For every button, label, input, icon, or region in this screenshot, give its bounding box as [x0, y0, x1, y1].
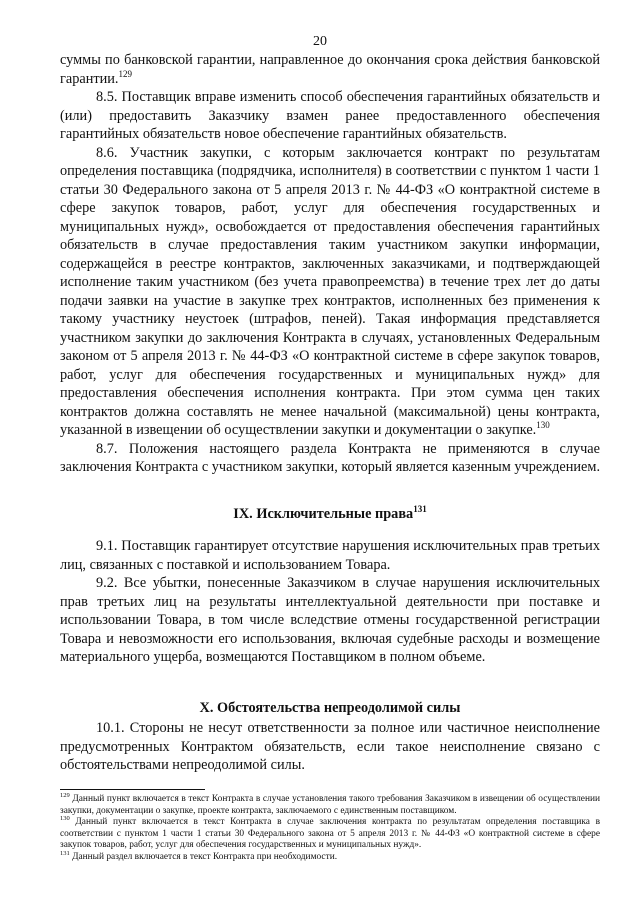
footnote-ref-129: 129 [118, 68, 132, 79]
footnote-number: 129 [60, 791, 70, 799]
footnote-text: Данный пункт включается в текст Контракта в случае заключения контракта по результатам определения поставщика в соответствии с пунктом 1 части 1 статьи 30 Федерального закона от 5 апреля 2013 г. № 44-ФЗ «О контрактной системе в сфере закупок товаров, работ, услуг для обеспечения государственных и муниципальных нужд». [60, 817, 600, 851]
paragraph-8-7: 8.7. Положения настоящего раздела Контракта не применяются в случае заключения Контракта с участником закупки, который является казенным учреждением. [60, 440, 601, 475]
paragraph-10-1: 10.1. Стороны не несут ответственности за полное или частичное неисполнение предусмотренных Контрактом обязательств, если такое неисполнение связано с обстоятельствами непреодолимой силы. [60, 720, 600, 773]
footnote-separator [60, 789, 205, 790]
footnote-number: 131 [60, 849, 70, 857]
paragraph-9-1: 9.1. Поставщик гарантирует отсутствие нарушения исключительных прав третьих лиц, связанных с поставкой и использованием Товара. [60, 538, 600, 573]
footnote-130 [60, 817, 600, 852]
footnote-number: 130 [60, 815, 70, 823]
footnote-text: Данный раздел включается в текст Контракта при необходимости. [72, 851, 338, 862]
paragraph-text: суммы по банковской гарантии, направленное до окончания срока действия банковской гарантии. [60, 52, 600, 87]
footnote-ref-131: 131 [413, 503, 427, 514]
paragraph-9-2: 9.2. Все убытки, понесенные Заказчиком в случае нарушения исключительных прав третьих лиц на результаты интеллектуальной деятельности при поставке и использовании Товара, в том числе вследствие отмены государственной регистрации Товара и невозможности его использования, включая судебные расходы и возмещение материального ущерба, возмещаются Поставщиком в полном объеме. [60, 575, 600, 665]
page-number: 20 [313, 34, 327, 49]
section-heading-x: X. Обстоятельства непреодолимой силы [199, 699, 461, 716]
paragraph-continuation [60, 51, 600, 88]
footnote-ref-130: 130 [536, 420, 550, 431]
paragraph-text: 8.6. Участник закупки, с которым заключается контракт по результатам определения поставщика (подрядчика, исполнителя) в соответствии с пунктом 1 части 1 статьи 30 Федерального закона от 5 апреля 2013 г. № 44-ФЗ «О контрактной системе в сфере закупок товаров, работ, услуг для обеспечения государственных и муниципальных нужд», освобождается от предоставления обеспечения гарантийных обязательств в случае предоставления таким участником закупки информации, содержащейся в реестре контрактов, заключенных заказчиками, и подтверждающей исполнение таким участником (без учета правопреемства) в течение трех лет до даты подачи заявки на участие в закупке трех контрактов, исполненных без применения к такому участнику неустоек (штрафов, пеней). Такая информация представляется участником закупки до заключения Контракта в случаях, установленных Федеральным законом от 5 апреля 2013 г. № 44-ФЗ «О контрактной системе в сфере закупок товаров, работ, услуг для обеспечения государственных и муниципальных нужд» для предоставления обеспечения исполнения контракта. При этом сумма цен таких контрактов должна составлять не менее начальной (максимальной) цены контракта, указанной в извещении об осуществлении закупки и документации о закупке. [60, 144, 600, 438]
document-body [60, 51, 600, 775]
footnote-text: Данный пункт включается в текст Контракта в случае установления такого требования Заказчиком в извещении об осуществлении закупки, документации о закупке, проекте контракта, заключаемого с единственным поставщиком. [60, 794, 601, 816]
section-heading-ix [60, 505, 600, 524]
footnote-129 [60, 791, 601, 817]
footnote-131 [60, 849, 600, 864]
paragraph-8-5: 8.5. Поставщик вправе изменить способ обеспечения гарантийных обязательств и (или) предоставить Заказчику взамен ранее предоставленного обеспечения гарантийных обязательств новое обеспечение гарантийных обязательств. [60, 89, 600, 142]
heading-text: IX. Исключительные права [233, 505, 414, 522]
paragraph-8-6 [60, 144, 600, 440]
footnotes [60, 791, 601, 864]
